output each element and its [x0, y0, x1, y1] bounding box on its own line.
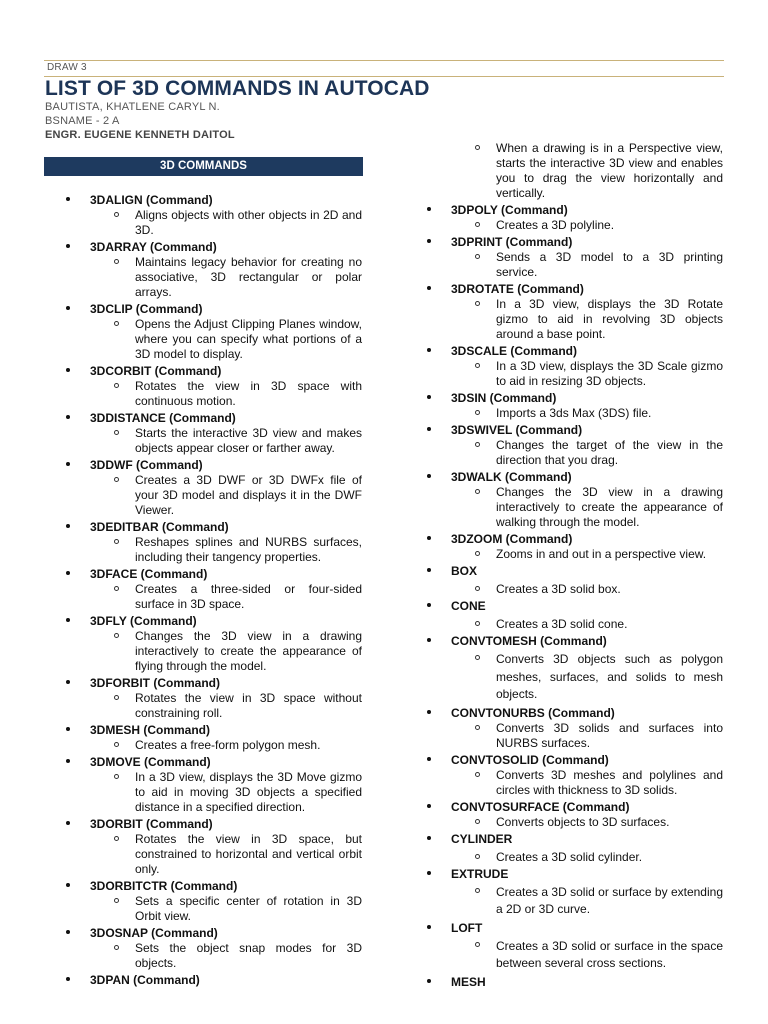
command-item: [451, 753, 723, 798]
command-name: 3DMESH (Command): [90, 723, 211, 737]
circle-bullet-icon: [475, 442, 480, 447]
command-item: [90, 302, 362, 362]
command-name: CONVTONURBS (Command): [451, 705, 615, 720]
bullet-icon: [66, 306, 70, 310]
bullet-icon: [427, 979, 431, 983]
bullet-icon: [427, 239, 431, 243]
bullet-icon: [66, 680, 70, 684]
bullet-icon: [427, 286, 431, 290]
command-description: Converts 3D meshes and polylines and circles with thickness to 3D solids.: [496, 768, 723, 798]
command-description: Creates a 3D solid box.: [496, 582, 723, 597]
command-item: [90, 240, 362, 300]
command-description: Maintains legacy behavior for creating no associative, 3D rectangular or polar arrays.: [135, 255, 362, 300]
command-name: 3DFLY (Command): [90, 614, 197, 628]
command-item: [451, 470, 723, 530]
author-name: BAUTISTA, KHATLENE CARYL N.: [45, 101, 220, 113]
bullet-icon: [427, 536, 431, 540]
command-name: 3DMOVE (Command): [90, 755, 211, 769]
command-item: [451, 564, 723, 597]
command-description: Creates a 3D polyline.: [496, 218, 723, 233]
circle-bullet-icon: [475, 819, 480, 824]
section-header: 3D COMMANDS: [44, 157, 363, 176]
command-name: 3DFACE (Command): [90, 567, 208, 581]
command-name: 3DFORBIT (Command): [90, 676, 220, 690]
continued-description: When a drawing is in a Perspective view, starts the interactive 3D view and enables you to drag the view horizontally and vertically.: [496, 141, 723, 201]
circle-bullet-icon: [475, 854, 480, 859]
command-name: 3DARRAY (Command): [90, 240, 217, 254]
command-description: Creates a 3D solid or surface by extending a 2D or 3D curve.: [496, 884, 723, 919]
command-item: [451, 532, 723, 562]
circle-bullet-icon: [114, 212, 119, 217]
circle-bullet-icon: [114, 742, 119, 747]
command-item: [90, 926, 362, 971]
bullet-icon: [66, 524, 70, 528]
circle-bullet-icon: [475, 551, 480, 556]
command-description: Creates a free-form polygon mesh.: [135, 738, 362, 753]
command-description: Opens the Adjust Clipping Planes window, where you can specify what portions of a 3D model to display.: [135, 317, 362, 362]
circle-bullet-icon: [114, 633, 119, 638]
bullet-icon: [66, 571, 70, 575]
bullet-icon: [427, 710, 431, 714]
bullet-icon: [427, 804, 431, 808]
command-name: 3DEDITBAR (Command): [90, 520, 229, 534]
circle-bullet-icon: [475, 942, 480, 947]
bullet-icon: [66, 415, 70, 419]
command-name: CONVTOSURFACE (Command): [451, 799, 630, 814]
command-description: Zooms in and out in a perspective view.: [496, 547, 723, 562]
bullet-icon: [66, 883, 70, 887]
circle-bullet-icon: [475, 301, 480, 306]
command-description: In a 3D view, displays the 3D Scale gizmo to aid in resizing 3D objects.: [496, 359, 723, 389]
circle-bullet-icon: [114, 539, 119, 544]
bullet-icon: [66, 618, 70, 622]
command-name: 3DPAN (Command): [90, 973, 200, 987]
command-name: 3DOSNAP (Command): [90, 926, 218, 940]
circle-bullet-icon: [114, 695, 119, 700]
command-item: [90, 458, 362, 518]
command-description: Changes the 3D view in a drawing interactively to create the appearance of flying through the model.: [135, 629, 362, 674]
command-list-right: [451, 203, 723, 990]
circle-bullet-icon: [475, 772, 480, 777]
bullet-icon: [427, 836, 431, 840]
bullet-icon: [66, 821, 70, 825]
command-item: [90, 879, 362, 924]
bullet-icon: [427, 348, 431, 352]
command-item: [90, 676, 362, 721]
bullet-icon: [427, 207, 431, 211]
command-name: 3DSWIVEL (Command): [451, 423, 583, 437]
command-name: 3DALIGN (Command): [90, 193, 213, 207]
command-item: [90, 364, 362, 409]
circle-bullet-icon: [114, 430, 119, 435]
command-name: 3DPRINT (Command): [451, 235, 573, 249]
circle-bullet-icon: [475, 655, 480, 660]
command-name: 3DORBITCTR (Command): [90, 879, 238, 893]
circle-bullet-icon: [114, 898, 119, 903]
bullet-icon: [427, 871, 431, 875]
command-item: [90, 973, 362, 988]
command-item: [451, 235, 723, 280]
circle-bullet-icon: [475, 363, 480, 368]
command-item: [90, 614, 362, 674]
command-description: Converts 3D solids and surfaces into NURBS surfaces.: [496, 721, 723, 751]
command-item: [451, 800, 723, 830]
command-item: [90, 411, 362, 456]
command-description: Creates a 3D DWF or 3D DWFx file of your 3D model and displays it in the DWF Viewer.: [135, 473, 362, 518]
circle-bullet-icon: [114, 586, 119, 591]
command-item: [451, 344, 723, 389]
command-name: 3DCORBIT (Command): [90, 364, 222, 378]
command-item: [451, 921, 723, 973]
bullet-icon: [427, 474, 431, 478]
bullet-icon: [66, 462, 70, 466]
circle-bullet-icon: [475, 725, 480, 730]
command-name: 3DWALK (Command): [451, 470, 572, 484]
command-name: 3DDWF (Command): [90, 458, 203, 472]
command-item: [90, 755, 362, 815]
command-description: Creates a 3D solid cone.: [496, 617, 723, 632]
bullet-icon: [66, 244, 70, 248]
header-rule-top: [44, 60, 724, 61]
command-name: 3DORBIT (Command): [90, 817, 213, 831]
command-description: Imports a 3ds Max (3DS) file.: [496, 406, 723, 421]
circle-bullet-icon: [114, 774, 119, 779]
command-name: 3DDISTANCE (Command): [90, 411, 236, 425]
command-name: CONE: [451, 599, 486, 613]
command-name: CONVTOMESH (Command): [451, 634, 607, 648]
instructor-name: ENGR. EUGENE KENNETH DAITOL: [45, 129, 235, 141]
command-item: [451, 423, 723, 468]
command-name: 3DZOOM (Command): [451, 532, 573, 546]
command-item: [451, 832, 723, 865]
command-description: Converts objects to 3D surfaces.: [496, 815, 723, 830]
bullet-icon: [427, 568, 431, 572]
bullet-icon: [427, 925, 431, 929]
command-item: [451, 599, 723, 632]
command-name: LOFT: [451, 920, 483, 935]
command-description: Reshapes splines and NURBS surfaces, including their tangency properties.: [135, 535, 362, 565]
command-description: Sets a specific center of rotation in 3D Orbit view.: [135, 894, 362, 924]
bullet-icon: [427, 603, 431, 607]
command-description: Aligns objects with other objects in 2D and 3D.: [135, 208, 362, 238]
circle-bullet-icon: [475, 621, 480, 626]
command-description: Sends a 3D model to a 3D printing service.: [496, 250, 723, 280]
bullet-icon: [66, 368, 70, 372]
circle-bullet-icon: [475, 586, 480, 591]
bullet-icon: [427, 638, 431, 642]
command-item: [451, 391, 723, 421]
command-description: Changes the 3D view in a drawing interactively to create the appearance of walking through the model.: [496, 485, 723, 530]
command-name: CONVTOSOLID (Command): [451, 752, 609, 767]
command-name: 3DPOLY (Command): [451, 203, 568, 217]
command-description: Rotates the view in 3D space with continuous motion.: [135, 379, 362, 409]
command-description: Starts the interactive 3D view and makes objects appear closer or farther away.: [135, 426, 362, 456]
circle-bullet-icon: [114, 383, 119, 388]
circle-bullet-icon: [475, 145, 480, 150]
bullet-icon: [427, 395, 431, 399]
command-description: Rotates the view in 3D space, but constrained to horizontal and vertical orbit only.: [135, 832, 362, 877]
command-description: Rotates the view in 3D space without constraining roll.: [135, 691, 362, 721]
command-item: [451, 706, 723, 751]
command-item: [451, 203, 723, 233]
bullet-icon: [66, 930, 70, 934]
command-name: CYLINDER: [451, 831, 513, 846]
command-item: [451, 634, 723, 704]
bullet-icon: [66, 759, 70, 763]
command-name: 3DCLIP (Command): [90, 302, 203, 316]
command-item: [90, 723, 362, 753]
page-title: LIST OF 3D COMMANDS IN AUTOCAD: [45, 77, 430, 100]
course-label: DRAW 3: [47, 62, 87, 73]
command-name: 3DSCALE (Command): [451, 344, 578, 358]
command-item: [451, 975, 723, 990]
circle-bullet-icon: [475, 222, 480, 227]
bullet-icon: [427, 757, 431, 761]
command-description: Sets the object snap modes for 3D objects.: [135, 941, 362, 971]
circle-bullet-icon: [114, 836, 119, 841]
command-item: [451, 867, 723, 919]
circle-bullet-icon: [475, 254, 480, 259]
command-description: In a 3D view, displays the 3D Rotate gizmo to aid in revolving 3D objects around a base point.: [496, 297, 723, 342]
command-name: 3DROTATE (Command): [451, 282, 584, 296]
circle-bullet-icon: [475, 410, 480, 415]
left-column: [90, 193, 362, 990]
circle-bullet-icon: [114, 945, 119, 950]
command-name: BOX: [451, 564, 478, 578]
circle-bullet-icon: [114, 477, 119, 482]
command-list-left: [90, 193, 362, 988]
bullet-icon: [66, 977, 70, 981]
command-description: Converts 3D objects such as polygon meshes, surfaces, and solids to mesh objects.: [496, 651, 723, 704]
command-description: Creates a 3D solid cylinder.: [496, 850, 723, 865]
bullet-icon: [427, 427, 431, 431]
command-name: EXTRUDE: [451, 866, 509, 881]
right-column: [451, 141, 723, 992]
command-item: [90, 520, 362, 565]
circle-bullet-icon: [114, 259, 119, 264]
circle-bullet-icon: [114, 321, 119, 326]
bullet-icon: [66, 197, 70, 201]
circle-bullet-icon: [475, 489, 480, 494]
command-item: [90, 567, 362, 612]
bullet-icon: [66, 727, 70, 731]
circle-bullet-icon: [475, 888, 480, 893]
command-item: [90, 193, 362, 238]
section-label: BSNAME - 2 A: [45, 115, 120, 127]
command-description: Creates a three-sided or four-sided surface in 3D space.: [135, 582, 362, 612]
command-description: In a 3D view, displays the 3D Move gizmo to aid in moving 3D objects a specified distance in a specified direction.: [135, 770, 362, 815]
command-name: 3DSIN (Command): [451, 391, 557, 405]
command-description: Creates a 3D solid or surface in the space between several cross sections.: [496, 938, 723, 973]
command-name: MESH: [451, 974, 486, 989]
command-item: [451, 282, 723, 342]
command-description: Changes the target of the view in the direction that you drag.: [496, 438, 723, 468]
command-item: [90, 817, 362, 877]
